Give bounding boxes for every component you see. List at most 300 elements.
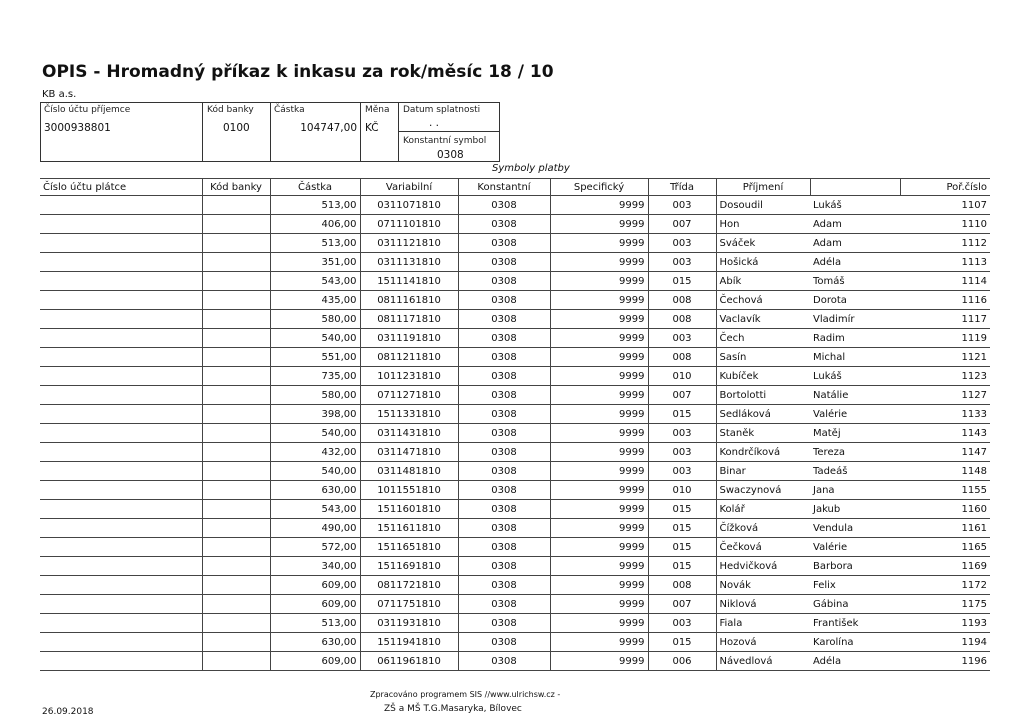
cell-constant-symbol: 0308 — [458, 500, 550, 519]
cell-class: 008 — [648, 348, 716, 367]
cell-order-number: 1112 — [900, 234, 990, 253]
cell-amount: 435,00 — [270, 291, 360, 310]
cell-bank-code — [202, 310, 270, 329]
cell-constant-symbol: 0308 — [458, 196, 550, 215]
cell-order-number: 1160 — [900, 500, 990, 519]
cell-specific-symbol: 9999 — [550, 443, 648, 462]
cell-specific-symbol: 9999 — [550, 291, 648, 310]
constant-symbol-value: 0308 — [437, 149, 464, 161]
cell-bank-code — [202, 215, 270, 234]
cell-order-number: 1161 — [900, 519, 990, 538]
cell-specific-symbol: 9999 — [550, 272, 648, 291]
cell-surname: Kolář — [716, 500, 810, 519]
table-row — [40, 215, 990, 234]
cell-surname: Staněk — [716, 424, 810, 443]
cell-amount: 432,00 — [270, 443, 360, 462]
cell-constant-symbol: 0308 — [458, 253, 550, 272]
cell-variable-symbol: 0711271810 — [360, 386, 458, 405]
cell-order-number: 1165 — [900, 538, 990, 557]
cell-class: 003 — [648, 234, 716, 253]
cell-order-number: 1148 — [900, 462, 990, 481]
bank-name: KB a.s. — [42, 89, 77, 100]
cell-surname: Hon — [716, 215, 810, 234]
table-row — [40, 272, 990, 291]
cell-firstname: Jakub — [810, 500, 900, 519]
cell-payer-account — [40, 595, 202, 614]
cell-class: 010 — [648, 367, 716, 386]
col-surname: Příjmení — [716, 179, 810, 196]
cell-amount: 513,00 — [270, 614, 360, 633]
cell-variable-symbol: 0311071810 — [360, 196, 458, 215]
cell-payer-account — [40, 367, 202, 386]
cell-specific-symbol: 9999 — [550, 386, 648, 405]
cell-variable-symbol: 0311931810 — [360, 614, 458, 633]
cell-bank-code — [202, 538, 270, 557]
cell-bank-code — [202, 424, 270, 443]
cell-variable-symbol: 1511691810 — [360, 557, 458, 576]
footer-program-line: Zpracováno programem SIS //www.ulrichsw.cz - — [370, 690, 561, 699]
cell-amount: 406,00 — [270, 215, 360, 234]
cell-surname: Dosoudil — [716, 196, 810, 215]
cell-specific-symbol: 9999 — [550, 253, 648, 272]
cell-amount: 490,00 — [270, 519, 360, 538]
cell-specific-symbol: 9999 — [550, 576, 648, 595]
table-row — [40, 405, 990, 424]
table-row — [40, 367, 990, 386]
cell-bank-code — [202, 595, 270, 614]
cell-firstname: Vladimír — [810, 310, 900, 329]
cell-payer-account — [40, 557, 202, 576]
cell-constant-symbol: 0308 — [458, 557, 550, 576]
cell-class: 015 — [648, 500, 716, 519]
cell-payer-account — [40, 443, 202, 462]
cell-bank-code — [202, 652, 270, 671]
cell-constant-symbol: 0308 — [458, 310, 550, 329]
amount-value: 104747,00 — [300, 122, 357, 134]
cell-surname: Binar — [716, 462, 810, 481]
cell-class: 003 — [648, 424, 716, 443]
cell-constant-symbol: 0308 — [458, 614, 550, 633]
cell-payer-account — [40, 576, 202, 595]
cell-payer-account — [40, 329, 202, 348]
cell-bank-code — [202, 633, 270, 652]
cell-payer-account — [40, 272, 202, 291]
cell-payer-account — [40, 652, 202, 671]
cell-payer-account — [40, 462, 202, 481]
cell-firstname: Natálie — [810, 386, 900, 405]
bank-code-cell — [203, 103, 271, 161]
cell-amount: 540,00 — [270, 329, 360, 348]
cell-payer-account — [40, 253, 202, 272]
cell-constant-symbol: 0308 — [458, 329, 550, 348]
cell-bank-code — [202, 348, 270, 367]
cell-order-number: 1169 — [900, 557, 990, 576]
cell-specific-symbol: 9999 — [550, 329, 648, 348]
cell-firstname: Barbora — [810, 557, 900, 576]
col-payer-account: Číslo účtu plátce — [40, 179, 202, 196]
cell-firstname: Radim — [810, 329, 900, 348]
table-row — [40, 234, 990, 253]
cell-firstname: Karolína — [810, 633, 900, 652]
cell-class: 006 — [648, 652, 716, 671]
cell-amount: 580,00 — [270, 386, 360, 405]
cell-order-number: 1194 — [900, 633, 990, 652]
cell-order-number: 1117 — [900, 310, 990, 329]
cell-variable-symbol: 0311471810 — [360, 443, 458, 462]
cell-amount: 609,00 — [270, 595, 360, 614]
cell-class: 015 — [648, 519, 716, 538]
cell-amount: 543,00 — [270, 500, 360, 519]
cell-bank-code — [202, 443, 270, 462]
table-row — [40, 196, 990, 215]
cell-specific-symbol: 9999 — [550, 348, 648, 367]
cell-payer-account — [40, 633, 202, 652]
table-row — [40, 557, 990, 576]
cell-specific-symbol: 9999 — [550, 557, 648, 576]
bank-code-value: 0100 — [223, 122, 250, 134]
cell-firstname: Tereza — [810, 443, 900, 462]
cell-order-number: 1147 — [900, 443, 990, 462]
table-row — [40, 614, 990, 633]
cell-amount: 580,00 — [270, 310, 360, 329]
cell-bank-code — [202, 500, 270, 519]
amount-label: Částka — [274, 105, 305, 115]
table-row — [40, 633, 990, 652]
cell-order-number: 1193 — [900, 614, 990, 633]
cell-variable-symbol: 1011551810 — [360, 481, 458, 500]
table-row — [40, 576, 990, 595]
cell-order-number: 1155 — [900, 481, 990, 500]
cell-specific-symbol: 9999 — [550, 595, 648, 614]
table-row — [40, 386, 990, 405]
col-variable: Variabilní — [360, 179, 458, 196]
table-row — [40, 310, 990, 329]
col-class: Třída — [648, 179, 716, 196]
cell-amount: 609,00 — [270, 576, 360, 595]
cell-class: 007 — [648, 215, 716, 234]
currency-cell — [361, 103, 399, 161]
cell-order-number: 1127 — [900, 386, 990, 405]
cell-bank-code — [202, 519, 270, 538]
cell-amount: 735,00 — [270, 367, 360, 386]
cell-amount: 513,00 — [270, 234, 360, 253]
cell-specific-symbol: 9999 — [550, 614, 648, 633]
cell-class: 003 — [648, 329, 716, 348]
cell-payer-account — [40, 519, 202, 538]
cell-bank-code — [202, 614, 270, 633]
cell-bank-code — [202, 234, 270, 253]
cell-variable-symbol: 0611961810 — [360, 652, 458, 671]
cell-firstname: Valérie — [810, 405, 900, 424]
cell-surname: Hozová — [716, 633, 810, 652]
document-title: OPIS - Hromadný příkaz k inkasu za rok/měsíc 18 / 10 — [42, 62, 554, 82]
cell-class: 007 — [648, 386, 716, 405]
cell-class: 003 — [648, 614, 716, 633]
cell-variable-symbol: 1511941810 — [360, 633, 458, 652]
cell-order-number: 1121 — [900, 348, 990, 367]
cell-variable-symbol: 0711751810 — [360, 595, 458, 614]
cell-specific-symbol: 9999 — [550, 405, 648, 424]
cell-specific-symbol: 9999 — [550, 481, 648, 500]
cell-constant-symbol: 0308 — [458, 519, 550, 538]
cell-amount: 572,00 — [270, 538, 360, 557]
payments-table — [40, 178, 990, 671]
cell-surname: Hošická — [716, 253, 810, 272]
cell-constant-symbol: 0308 — [458, 405, 550, 424]
cell-surname: Sedláková — [716, 405, 810, 424]
cell-order-number: 1143 — [900, 424, 990, 443]
cell-variable-symbol: 1511611810 — [360, 519, 458, 538]
cell-class: 003 — [648, 443, 716, 462]
cell-firstname: Dorota — [810, 291, 900, 310]
cell-class: 003 — [648, 462, 716, 481]
cell-surname: Vaclavík — [716, 310, 810, 329]
cell-class: 007 — [648, 595, 716, 614]
cell-amount: 630,00 — [270, 633, 360, 652]
table-row — [40, 348, 990, 367]
amount-cell — [271, 103, 361, 161]
col-amount: Částka — [270, 179, 360, 196]
cell-amount: 551,00 — [270, 348, 360, 367]
cell-surname: Kubíček — [716, 367, 810, 386]
cell-order-number: 1196 — [900, 652, 990, 671]
cell-specific-symbol: 9999 — [550, 462, 648, 481]
cell-payer-account — [40, 291, 202, 310]
cell-bank-code — [202, 253, 270, 272]
cell-firstname: Adam — [810, 234, 900, 253]
table-row — [40, 424, 990, 443]
cell-order-number: 1113 — [900, 253, 990, 272]
cell-variable-symbol: 0311131810 — [360, 253, 458, 272]
cell-firstname: Lukáš — [810, 196, 900, 215]
cell-order-number: 1175 — [900, 595, 990, 614]
cell-surname: Novák — [716, 576, 810, 595]
cell-constant-symbol: 0308 — [458, 633, 550, 652]
table-row — [40, 443, 990, 462]
cell-bank-code — [202, 557, 270, 576]
cell-amount: 609,00 — [270, 652, 360, 671]
col-order-number: Poř.číslo — [900, 179, 990, 196]
cell-surname: Swaczynová — [716, 481, 810, 500]
cell-specific-symbol: 9999 — [550, 367, 648, 386]
cell-payer-account — [40, 310, 202, 329]
cell-specific-symbol: 9999 — [550, 538, 648, 557]
cell-class: 010 — [648, 481, 716, 500]
cell-variable-symbol: 1511601810 — [360, 500, 458, 519]
cell-payer-account — [40, 614, 202, 633]
cell-class: 008 — [648, 310, 716, 329]
cell-amount: 340,00 — [270, 557, 360, 576]
cell-amount: 351,00 — [270, 253, 360, 272]
cell-amount: 540,00 — [270, 462, 360, 481]
cell-surname: Sasín — [716, 348, 810, 367]
col-firstname — [810, 179, 900, 196]
cell-specific-symbol: 9999 — [550, 519, 648, 538]
cell-firstname: Matěj — [810, 424, 900, 443]
recipient-account-value: 3000938801 — [44, 122, 111, 134]
cell-surname: Čečková — [716, 538, 810, 557]
due-date-value: . . — [429, 117, 440, 129]
cell-variable-symbol: 1511651810 — [360, 538, 458, 557]
bank-code-label: Kód banky — [207, 105, 254, 115]
col-bank-code: Kód banky — [202, 179, 270, 196]
table-row — [40, 538, 990, 557]
col-specific: Specifický — [550, 179, 648, 196]
cell-surname: Abík — [716, 272, 810, 291]
cell-constant-symbol: 0308 — [458, 652, 550, 671]
cell-amount: 543,00 — [270, 272, 360, 291]
cell-specific-symbol: 9999 — [550, 234, 648, 253]
cell-specific-symbol: 9999 — [550, 310, 648, 329]
cell-variable-symbol: 0811721810 — [360, 576, 458, 595]
cell-constant-symbol: 0308 — [458, 348, 550, 367]
cell-specific-symbol: 9999 — [550, 424, 648, 443]
cell-order-number: 1110 — [900, 215, 990, 234]
cell-order-number: 1123 — [900, 367, 990, 386]
cell-firstname: Gábina — [810, 595, 900, 614]
cell-firstname: Adéla — [810, 652, 900, 671]
table-row — [40, 481, 990, 500]
cell-constant-symbol: 0308 — [458, 386, 550, 405]
cell-order-number: 1107 — [900, 196, 990, 215]
cell-specific-symbol: 9999 — [550, 652, 648, 671]
currency-value: KČ — [365, 122, 379, 134]
cell-order-number: 1116 — [900, 291, 990, 310]
cell-constant-symbol: 0308 — [458, 595, 550, 614]
cell-bank-code — [202, 386, 270, 405]
cell-firstname: Adéla — [810, 253, 900, 272]
cell-payer-account — [40, 196, 202, 215]
cell-surname: Niklová — [716, 595, 810, 614]
cell-amount: 630,00 — [270, 481, 360, 500]
cell-specific-symbol: 9999 — [550, 500, 648, 519]
payment-symbols-caption: Symboly platby — [492, 163, 570, 174]
due-date-label: Datum splatnosti — [403, 105, 481, 115]
cell-constant-symbol: 0308 — [458, 424, 550, 443]
cell-variable-symbol: 0311481810 — [360, 462, 458, 481]
cell-bank-code — [202, 481, 270, 500]
cell-variable-symbol: 1011231810 — [360, 367, 458, 386]
cell-bank-code — [202, 329, 270, 348]
col-constant: Konstantní — [458, 179, 550, 196]
cell-variable-symbol: 0811211810 — [360, 348, 458, 367]
cell-constant-symbol: 0308 — [458, 234, 550, 253]
cell-constant-symbol: 0308 — [458, 291, 550, 310]
cell-bank-code — [202, 405, 270, 424]
cell-payer-account — [40, 500, 202, 519]
cell-payer-account — [40, 386, 202, 405]
cell-payer-account — [40, 234, 202, 253]
cell-order-number: 1172 — [900, 576, 990, 595]
cell-variable-symbol: 0311121810 — [360, 234, 458, 253]
footer-school-line: ZŠ a MŠ T.G.Masaryka, Bílovec — [384, 704, 522, 714]
table-row — [40, 652, 990, 671]
cell-payer-account — [40, 481, 202, 500]
cell-variable-symbol: 1511331810 — [360, 405, 458, 424]
table-row — [40, 500, 990, 519]
cell-variable-symbol: 0811161810 — [360, 291, 458, 310]
cell-amount: 513,00 — [270, 196, 360, 215]
table-row — [40, 595, 990, 614]
cell-bank-code — [202, 272, 270, 291]
cell-payer-account — [40, 538, 202, 557]
cell-constant-symbol: 0308 — [458, 367, 550, 386]
cell-class: 015 — [648, 272, 716, 291]
cell-constant-symbol: 0308 — [458, 462, 550, 481]
table-row — [40, 329, 990, 348]
cell-payer-account — [40, 348, 202, 367]
recipient-account-cell — [41, 103, 203, 161]
currency-label: Měna — [365, 105, 390, 115]
cell-class: 015 — [648, 633, 716, 652]
cell-bank-code — [202, 291, 270, 310]
cell-variable-symbol: 0311431810 — [360, 424, 458, 443]
cell-bank-code — [202, 576, 270, 595]
recipient-account-label: Číslo účtu příjemce — [44, 105, 131, 115]
cell-constant-symbol: 0308 — [458, 215, 550, 234]
cell-variable-symbol: 0711101810 — [360, 215, 458, 234]
cell-surname: Čechová — [716, 291, 810, 310]
cell-bank-code — [202, 462, 270, 481]
cell-firstname: Felix — [810, 576, 900, 595]
table-row — [40, 291, 990, 310]
cell-specific-symbol: 9999 — [550, 633, 648, 652]
cell-variable-symbol: 0311191810 — [360, 329, 458, 348]
cell-class: 003 — [648, 253, 716, 272]
cell-surname: Návedlová — [716, 652, 810, 671]
cell-constant-symbol: 0308 — [458, 272, 550, 291]
due-date-cell — [399, 103, 499, 161]
cell-order-number: 1119 — [900, 329, 990, 348]
cell-constant-symbol: 0308 — [458, 481, 550, 500]
table-body — [40, 196, 990, 671]
constant-symbol-label: Konstantní symbol — [403, 136, 487, 146]
cell-class: 015 — [648, 405, 716, 424]
cell-class: 003 — [648, 196, 716, 215]
cell-payer-account — [40, 424, 202, 443]
cell-firstname: Tomáš — [810, 272, 900, 291]
cell-order-number: 1114 — [900, 272, 990, 291]
cell-constant-symbol: 0308 — [458, 576, 550, 595]
cell-firstname: František — [810, 614, 900, 633]
cell-constant-symbol: 0308 — [458, 538, 550, 557]
cell-class: 015 — [648, 557, 716, 576]
cell-surname: Kondrčíková — [716, 443, 810, 462]
cell-surname: Fiala — [716, 614, 810, 633]
cell-class: 008 — [648, 576, 716, 595]
cell-surname: Hedvičková — [716, 557, 810, 576]
cell-specific-symbol: 9999 — [550, 215, 648, 234]
table-row — [40, 462, 990, 481]
print-date: 26.09.2018 — [42, 707, 94, 717]
cell-firstname: Adam — [810, 215, 900, 234]
cell-variable-symbol: 0811171810 — [360, 310, 458, 329]
cell-order-number: 1133 — [900, 405, 990, 424]
cell-payer-account — [40, 405, 202, 424]
cell-specific-symbol: 9999 — [550, 196, 648, 215]
cell-bank-code — [202, 367, 270, 386]
cell-firstname: Michal — [810, 348, 900, 367]
cell-surname: Čech — [716, 329, 810, 348]
cell-firstname: Lukáš — [810, 367, 900, 386]
cell-payer-account — [40, 215, 202, 234]
table-header-row — [40, 179, 990, 196]
cell-firstname: Jana — [810, 481, 900, 500]
cell-bank-code — [202, 196, 270, 215]
cell-firstname: Valérie — [810, 538, 900, 557]
cell-amount: 398,00 — [270, 405, 360, 424]
cell-firstname: Tadeáš — [810, 462, 900, 481]
